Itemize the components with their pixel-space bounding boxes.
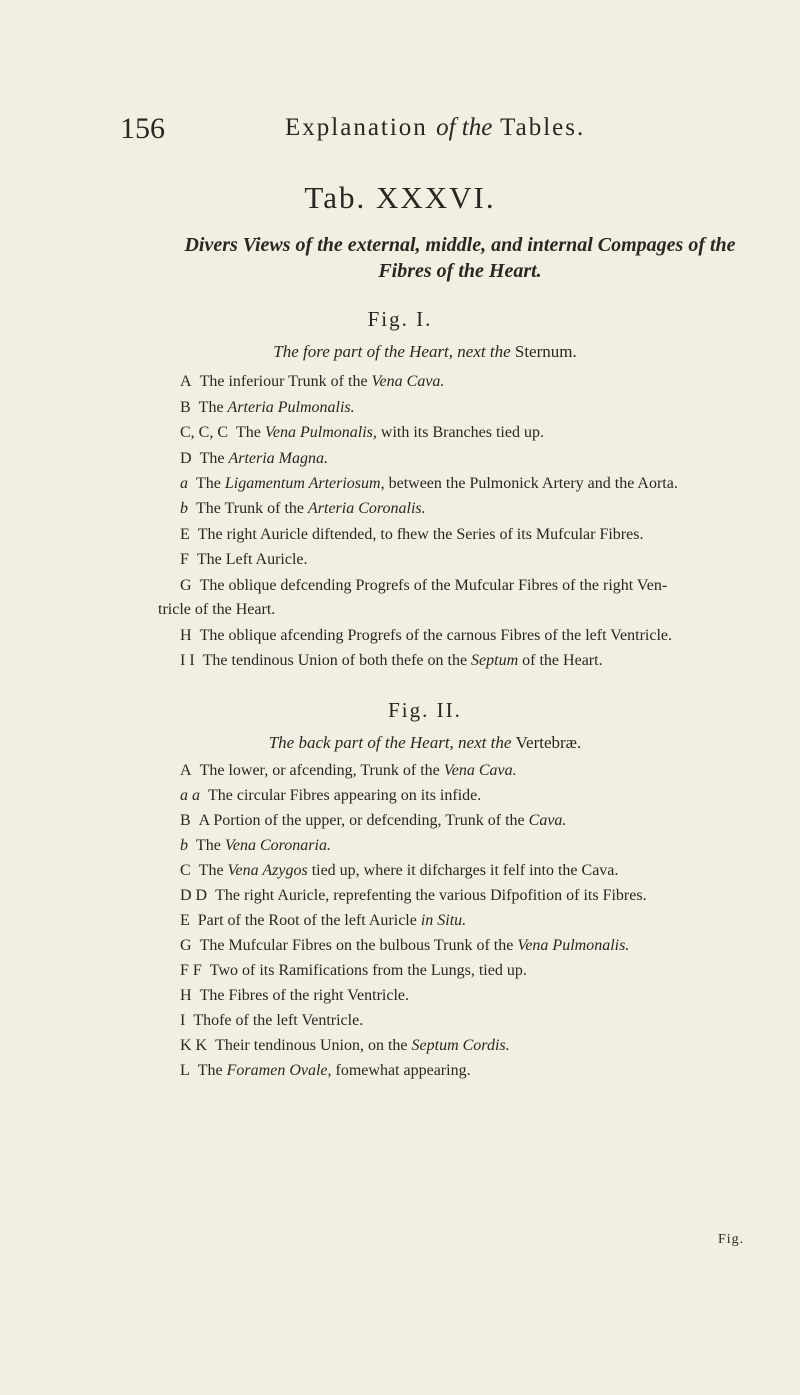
entry-italic: Vena Cava. bbox=[371, 373, 445, 390]
fig2-entry bbox=[180, 1037, 510, 1055]
entry-text: The bbox=[197, 1062, 227, 1079]
entry-text: Two of its Ramifications from the Lungs, tied up. bbox=[209, 962, 527, 979]
fig2-entry bbox=[180, 937, 629, 955]
entry-text: The Left Auricle. bbox=[196, 551, 308, 568]
entry-key: B bbox=[180, 399, 191, 416]
fig1-entry bbox=[180, 399, 355, 417]
entry-italic: Vena Pulmonalis, bbox=[264, 424, 377, 441]
fig1-heading: Fig. I. bbox=[367, 307, 433, 331]
entry-key: B bbox=[180, 812, 191, 829]
plate-subtitle bbox=[150, 232, 770, 284]
entry-key: a a bbox=[180, 787, 200, 804]
entry-italic: Vena Pulmonalis. bbox=[517, 937, 630, 954]
entry-italic: Cava. bbox=[528, 812, 567, 829]
fig1-entry bbox=[180, 526, 643, 544]
entry-italic: Vena Azygos bbox=[227, 862, 308, 879]
running-title bbox=[285, 114, 585, 142]
fig1-entry bbox=[180, 627, 672, 645]
entry-text: The bbox=[196, 837, 225, 854]
entry-text: The Mufcular Fibres on the bulbous Trunk of the bbox=[199, 937, 518, 954]
fig2-subheading bbox=[0, 733, 800, 753]
entry-italic: Septum Cordis. bbox=[411, 1037, 510, 1054]
fig1-sub-italic: The fore part of the Heart, next the bbox=[273, 342, 515, 361]
entry-key: K K bbox=[180, 1037, 208, 1054]
entry-italic: Ligamentum Arteriosum, bbox=[224, 475, 385, 492]
entry-text: Their tendinous Union, on the bbox=[215, 1037, 412, 1054]
entry-italic: Arteria Magna. bbox=[228, 450, 328, 467]
entry-italic: in Situ. bbox=[420, 912, 467, 929]
fig1-entry bbox=[180, 500, 426, 518]
fig2-entry bbox=[180, 962, 527, 980]
entry-italic: Foramen Ovale, bbox=[226, 1062, 332, 1079]
fig2-entry bbox=[180, 787, 481, 805]
fig2-entry bbox=[180, 862, 618, 880]
fig2-sub-roman: Vertebræ. bbox=[515, 733, 582, 752]
fig1-entry bbox=[180, 450, 328, 468]
running-title-part-b: of the bbox=[436, 114, 493, 141]
running-title-part-c: Tables. bbox=[492, 114, 586, 141]
entry-text: The circular Fibres appearing on its infide. bbox=[208, 787, 482, 804]
running-title-part-a: Explanation bbox=[285, 114, 437, 141]
entry-text: The right Auricle, reprefenting the various Difpofition of its Fibres. bbox=[215, 887, 647, 904]
entry-text: The bbox=[196, 475, 225, 492]
fig1-entry bbox=[180, 424, 544, 442]
subtitle-line-1: Divers Views of the external, middle, and internal Compages of the bbox=[184, 234, 736, 256]
entry-text: The inferiour Trunk of the bbox=[199, 373, 372, 390]
fig1-entry bbox=[180, 373, 444, 391]
entry-key: I bbox=[180, 1012, 186, 1029]
fig1-continuation: tricle of the Heart. bbox=[158, 601, 276, 618]
entry-key: I I bbox=[180, 652, 195, 669]
fig2-entry bbox=[180, 912, 466, 930]
entry-key: F F bbox=[180, 962, 202, 979]
entry-key: G bbox=[180, 937, 192, 954]
fig1-entry bbox=[180, 551, 308, 569]
entry-key: a bbox=[180, 475, 188, 492]
entry-text: The Trunk of the bbox=[196, 500, 308, 517]
entry-key: D D bbox=[180, 887, 208, 904]
fig2-heading: Fig. II. bbox=[388, 698, 462, 722]
catchword: Fig. bbox=[718, 1232, 745, 1247]
entry-key: C bbox=[180, 862, 191, 879]
entry-key: C, C, C bbox=[180, 424, 229, 441]
fig1-entry bbox=[180, 577, 667, 595]
fig2-entry bbox=[180, 887, 647, 905]
entry-text: The bbox=[198, 862, 228, 879]
entry-key: A bbox=[180, 762, 192, 779]
entry-text-after: between the Pulmonick Artery and the Aorta. bbox=[384, 475, 678, 492]
entry-text: Thofe of the left Ventricle. bbox=[193, 1012, 364, 1029]
fig1-entry bbox=[180, 652, 603, 670]
entry-text: Part of the Root of the left Auricle bbox=[197, 912, 421, 929]
entry-italic: Arteria Coronalis. bbox=[308, 500, 426, 517]
entry-italic: Arteria Pulmonalis. bbox=[227, 399, 355, 416]
fig2-entry bbox=[180, 762, 517, 780]
entry-text: A Portion of the upper, or defcending, Trunk of the bbox=[198, 812, 529, 829]
entry-key: b bbox=[180, 837, 188, 854]
fig2-sub-italic: The back part of the Heart, next the bbox=[268, 733, 516, 752]
page-header bbox=[0, 112, 800, 152]
entry-italic: Septum bbox=[471, 652, 519, 669]
entry-text: The right Auricle diftended, to fhew the Series of its Mufcular Fibres. bbox=[197, 526, 644, 543]
entry-key: H bbox=[180, 627, 192, 644]
entry-key: D bbox=[180, 450, 192, 467]
entry-key: F bbox=[180, 551, 189, 568]
entry-text-after: fomewhat appearing. bbox=[331, 1062, 471, 1079]
entry-text: The bbox=[199, 450, 229, 467]
entry-text: The oblique defcending Progrefs of the Mufcular Fibres of the right Ven- bbox=[199, 577, 668, 594]
entry-key: L bbox=[180, 1062, 190, 1079]
entry-italic: Vena Coronaria. bbox=[224, 837, 331, 854]
entry-text: The tendinous Union of both thefe on the bbox=[202, 652, 472, 669]
entry-key: b bbox=[180, 500, 188, 517]
subtitle-line-2: Fibres of the Heart. bbox=[378, 260, 542, 282]
entry-key: H bbox=[180, 987, 192, 1004]
entry-text-after: of the Heart. bbox=[518, 652, 603, 669]
fig2-entry bbox=[180, 812, 566, 830]
fig2-entry bbox=[180, 837, 331, 855]
entry-text: The bbox=[236, 424, 265, 441]
fig1-sub-roman: Sternum. bbox=[514, 342, 577, 361]
entry-italic: Vena Cava. bbox=[443, 762, 517, 779]
fig2-entry bbox=[180, 1062, 471, 1080]
entry-text: The bbox=[198, 399, 228, 416]
entry-text-after: with its Branches tied up. bbox=[376, 424, 544, 441]
fig1-entry bbox=[180, 475, 678, 493]
entry-key: A bbox=[180, 373, 192, 390]
entry-text: The lower, or afcending, Trunk of the bbox=[199, 762, 444, 779]
entry-text-after: tied up, where it difcharges it felf into the Cava. bbox=[307, 862, 619, 879]
entry-key: E bbox=[180, 912, 190, 929]
entry-text: The Fibres of the right Ventricle. bbox=[199, 987, 409, 1004]
entry-key: E bbox=[180, 526, 190, 543]
entry-key: G bbox=[180, 577, 192, 594]
table-title: Tab. XXXVI. bbox=[304, 180, 496, 215]
fig2-entry bbox=[180, 1012, 363, 1030]
fig2-entry bbox=[180, 987, 409, 1005]
entry-text: The oblique afcending Progrefs of the carnous Fibres of the left Ventricle. bbox=[199, 627, 673, 644]
page-number: 156 bbox=[120, 112, 165, 145]
fig1-subheading bbox=[0, 342, 800, 362]
